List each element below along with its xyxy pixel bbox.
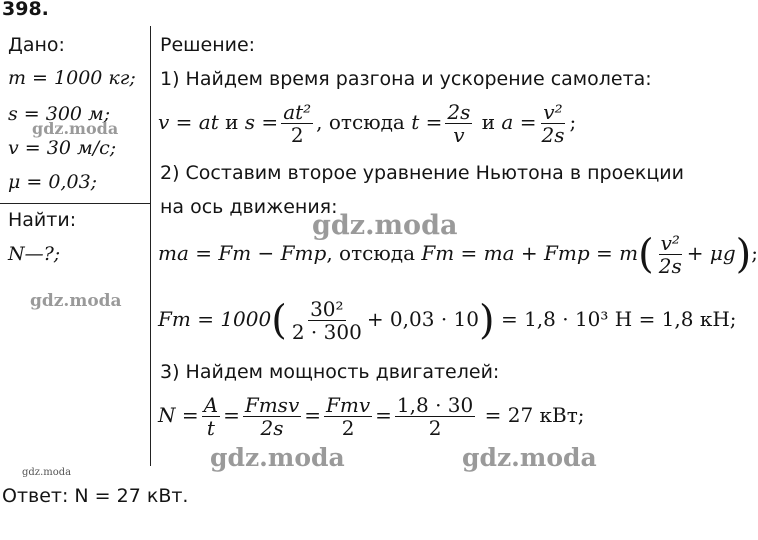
power-frac4	[395, 394, 475, 439]
v-eq-at: v = at	[158, 110, 219, 134]
acc-fraction	[539, 101, 566, 146]
answer: Ответ: N = 27 кВт.	[2, 485, 189, 507]
newton-rhs: Fт = ma + Fтр = m	[421, 241, 639, 265]
newton-fraction	[657, 232, 684, 277]
problem-number: 398.	[2, 0, 49, 20]
t-lhs: t =	[411, 110, 443, 134]
power-frac2-num: Fтsv	[244, 393, 300, 417]
power-frac3	[324, 394, 372, 439]
newton-lhs: ma = Fт − Fтр	[158, 241, 327, 265]
step2-formula: ma = Fт − Fтр, отсюда Fт = ma + Fтр = m( $\frac{\text{v²}}{2s}$ + μg);	[158, 231, 758, 278]
acc-denominator: 2s	[541, 123, 565, 147]
step2-text-line2: на ось движения:	[160, 196, 338, 218]
step1-formula	[158, 101, 576, 146]
power-lhs: N =	[158, 403, 199, 427]
calc-formula: Fт = 1000( $\frac{\text{30²}}{2 \cdot 300}$ + 0,03 · 10) = 1,8 · 10³ Н = 1,8 кН;	[158, 297, 737, 344]
power-eq3: =	[375, 403, 392, 427]
newton-plus: + μg	[686, 241, 736, 265]
t-denominator: v	[453, 123, 465, 147]
step1-end: ;	[569, 110, 577, 134]
power-eq2: =	[304, 403, 322, 427]
watermark: gdz.moda	[312, 210, 458, 241]
newton-denominator: 2s	[658, 254, 682, 278]
watermark: gdz.moda	[30, 291, 122, 311]
power-eq1: =	[223, 403, 240, 427]
power-frac1-num: A	[203, 393, 219, 417]
watermark: gdz.moda	[462, 443, 597, 472]
calc-denominator: 2 · 300	[291, 320, 362, 344]
power-frac2-den: 2s	[260, 416, 284, 440]
given-mass: m = 1000 кг;	[8, 67, 136, 89]
power-result: = 27 кВт;	[484, 403, 585, 427]
calc-plus: + 0,03 · 10	[366, 307, 479, 331]
watermark: gdz.moda	[32, 119, 119, 138]
solution-heading: Решение:	[160, 34, 256, 56]
vertical-divider	[150, 26, 151, 466]
calc-lhs: Fт = 1000	[158, 307, 272, 331]
power-formula	[158, 394, 585, 439]
watermark: gdz.moda	[210, 443, 345, 472]
and-word-2: и	[481, 110, 496, 134]
given-velocity: v = 30 м/с;	[8, 137, 117, 159]
otsyuda-word: , отсюда	[316, 110, 405, 134]
power-frac4-den: 2	[428, 416, 442, 440]
power-frac3-den: 2	[341, 416, 355, 440]
given-heading: Дано:	[8, 34, 65, 56]
given-friction: μ = 0,03;	[8, 171, 98, 193]
horizontal-divider	[0, 203, 150, 204]
step3-text: 3) Найдем мощность двигателей:	[160, 361, 500, 383]
power-frac4-num: 1,8 · 30	[396, 393, 474, 417]
find-line: N—?;	[8, 243, 61, 265]
acc-lhs: a =	[501, 110, 537, 134]
s-denominator: 2	[290, 123, 304, 147]
s-lhs: s =	[244, 110, 279, 134]
power-frac2	[243, 394, 301, 439]
calc-result: = 1,8 · 10³ Н = 1,8 кН;	[500, 307, 737, 331]
given-distance: s = 300 м;	[8, 103, 111, 125]
calc-numerator: 30²	[310, 297, 344, 321]
find-heading: Найти:	[8, 209, 77, 231]
t-numerator: 2s	[447, 100, 471, 124]
power-frac1	[202, 394, 220, 439]
and-word: и	[225, 110, 239, 134]
t-fraction	[445, 101, 472, 146]
power-frac3-num: Fтv	[326, 393, 371, 417]
s-numerator: at²	[283, 100, 312, 124]
watermark: gdz.moda	[22, 467, 72, 478]
step2-end: ;	[751, 241, 758, 265]
acc-numerator: v²	[543, 100, 563, 124]
s-fraction	[281, 101, 313, 146]
calc-fraction	[290, 298, 364, 343]
power-frac1-den: t	[206, 416, 215, 440]
newton-numerator: v²	[660, 231, 680, 255]
otsyuda-word-2: , отсюда	[326, 241, 415, 265]
step1-text: 1) Найдем время разгона и ускорение самолета:	[160, 68, 652, 90]
step2-text-line1: 2) Составим второе уравнение Ньютона в проекции	[160, 162, 684, 184]
